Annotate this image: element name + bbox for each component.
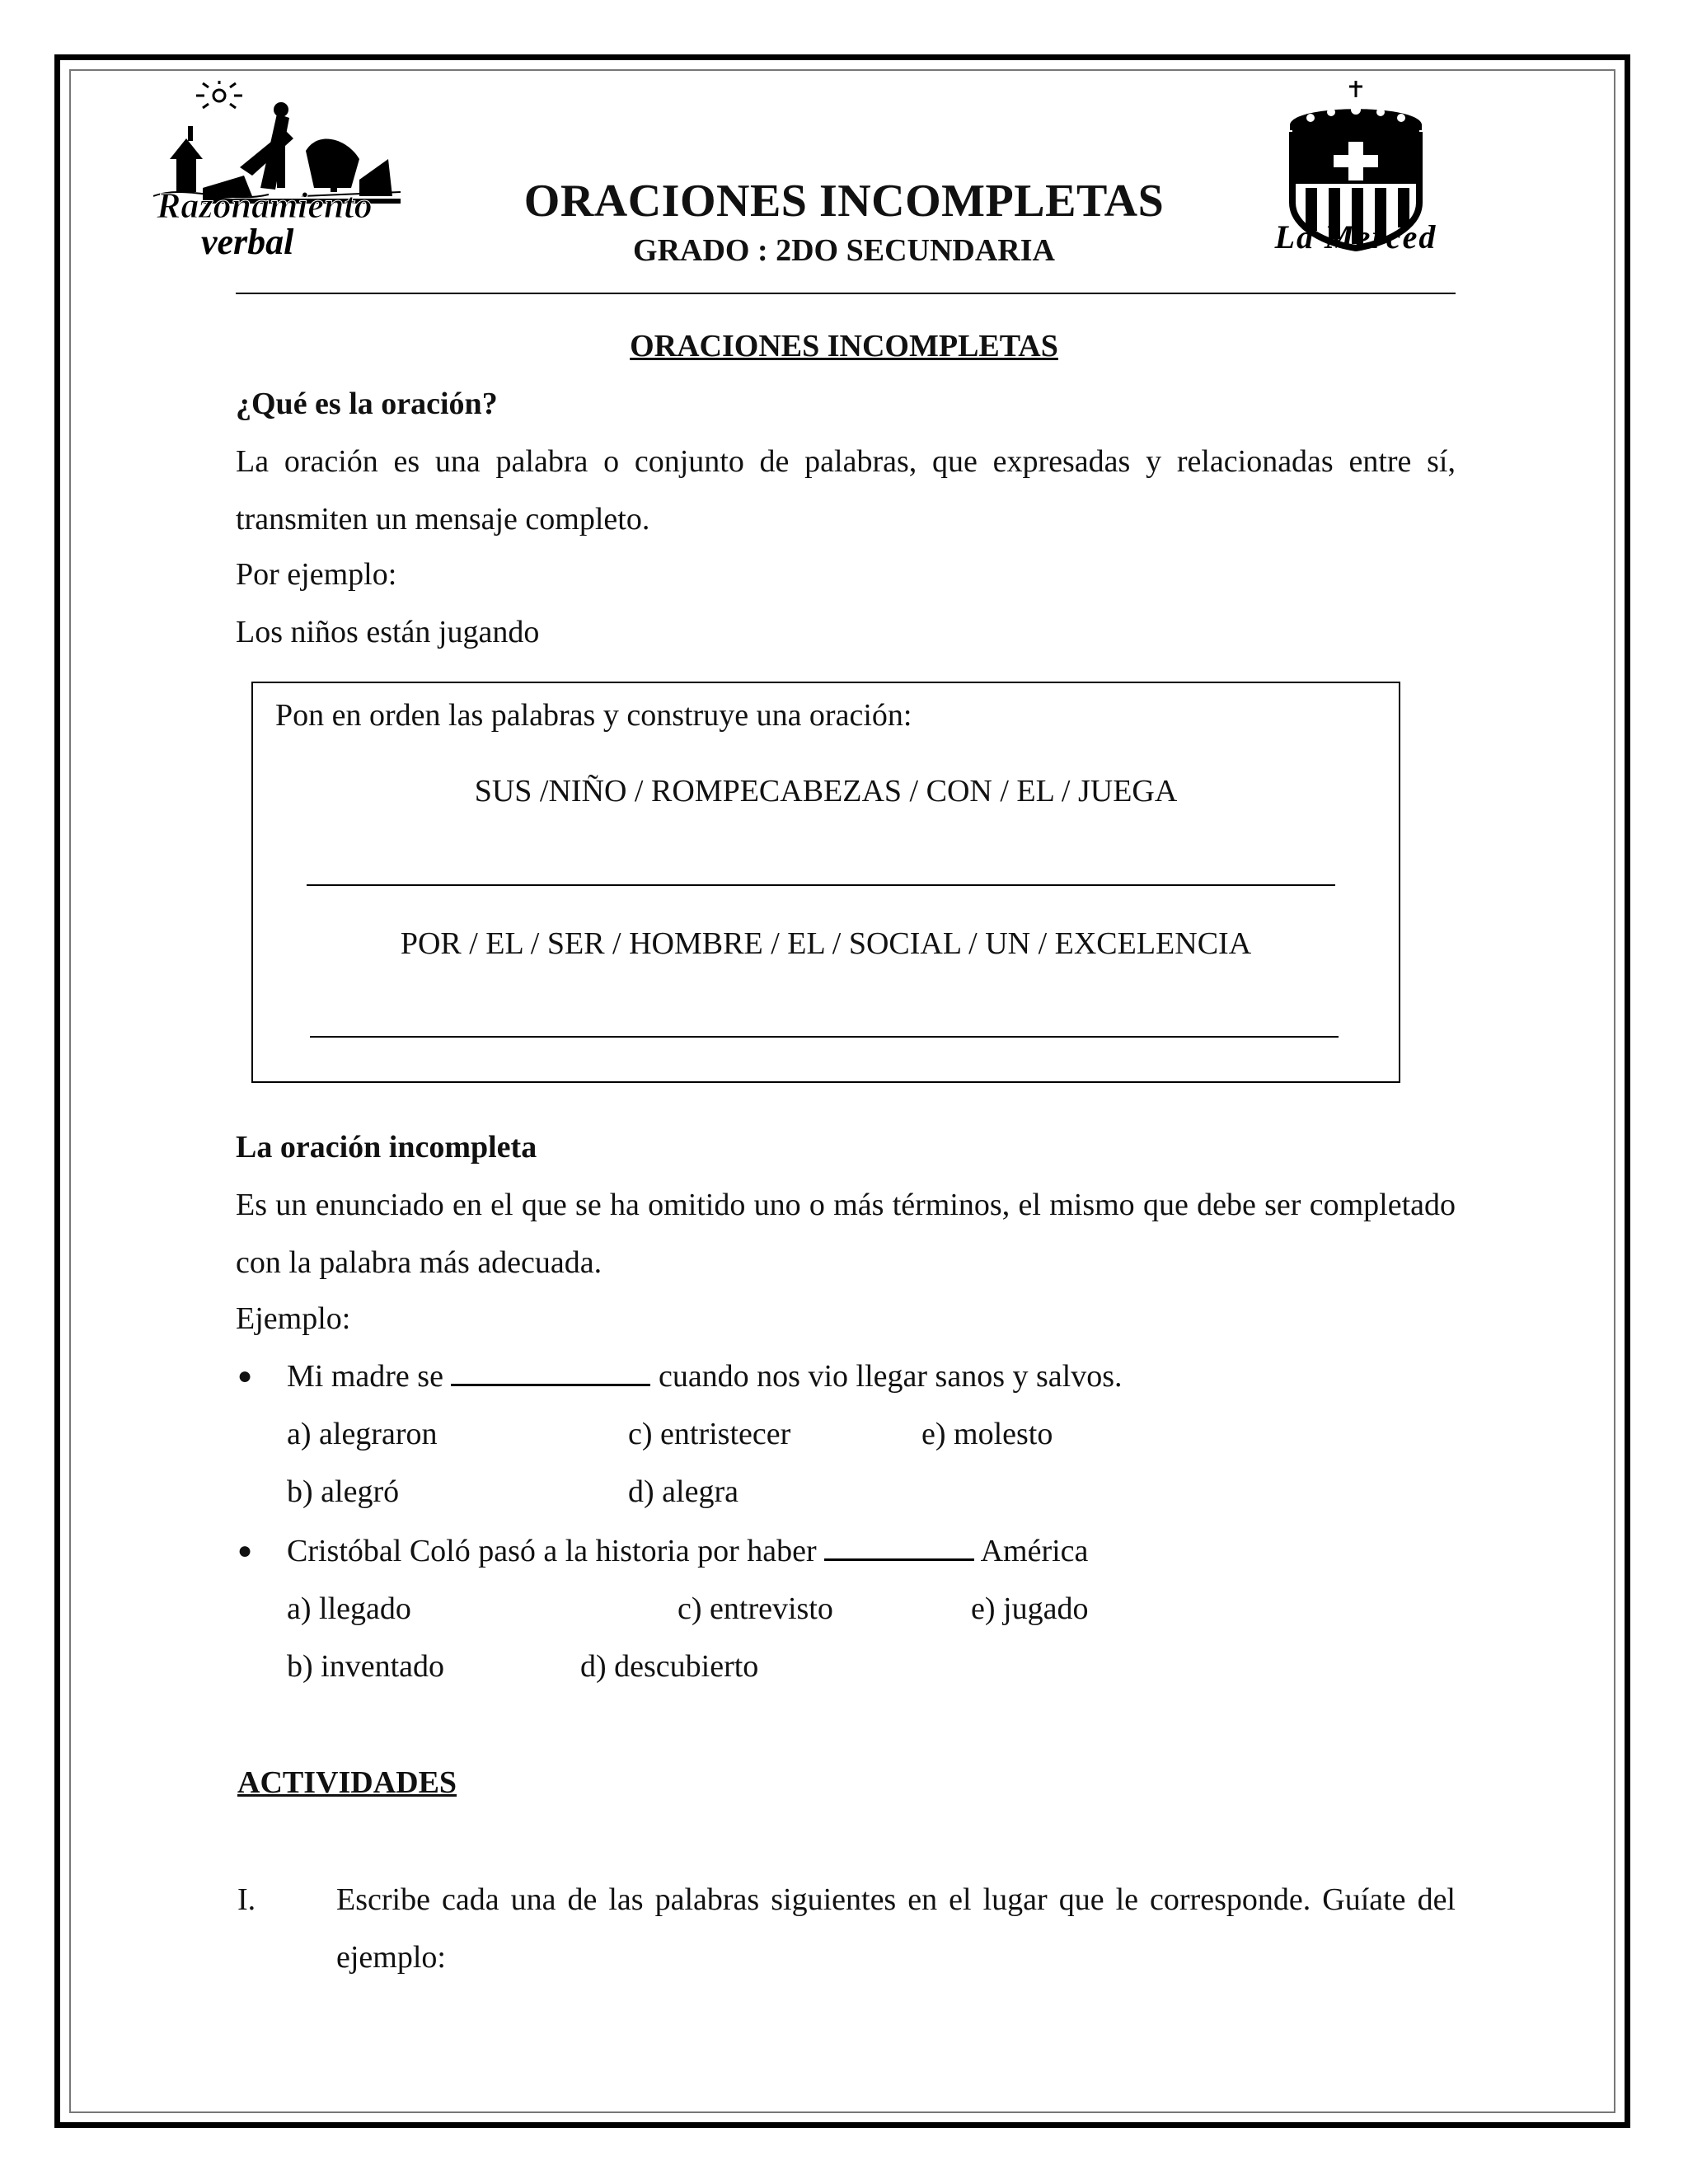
option-1e: e) molesto [921, 1417, 1053, 1451]
exercise-instruction: Pon en orden las palabras y construye una oración: [275, 698, 912, 733]
header-divider [236, 293, 1456, 294]
answer-line-2[interactable] [310, 1036, 1339, 1038]
activity-instruction: Escribe cada una de las palabras siguientes en el lugar que le corresponde. Guíate del ejemplo: [336, 1882, 1456, 1975]
option-1b: b) alegró [287, 1474, 400, 1509]
option-2a: a) llegado [287, 1591, 411, 1626]
option-1c: c) entristecer [628, 1417, 791, 1451]
section-title-text: ORACIONES INCOMPLETAS [630, 329, 1058, 363]
example-2-after: América [974, 1534, 1089, 1568]
incomplete-example-label: Ejemplo: [236, 1301, 351, 1336]
section-title [236, 317, 1452, 375]
example-1-blank[interactable] [451, 1356, 650, 1386]
activity-number: I. [237, 1882, 256, 1917]
activities-heading [237, 1754, 457, 1811]
option-2d: d) descubierto [580, 1649, 759, 1684]
answer-line-1[interactable] [307, 884, 1335, 886]
option-2b: b) inventado [287, 1649, 445, 1684]
definition-example-label: Por ejemplo: [236, 557, 397, 592]
option-1d: d) alegra [628, 1474, 738, 1509]
bullet-icon: ● [237, 1537, 253, 1564]
example-2-before: Cristóbal Coló pasó a la historia por haber [287, 1534, 825, 1568]
option-1a: a) alegraron [287, 1417, 438, 1451]
option-2c: c) entrevisto [678, 1591, 833, 1626]
grade-subtitle: GRADO : 2DO SECUNDARIA [633, 233, 1055, 268]
page-title: ORACIONES INCOMPLETAS [523, 176, 1165, 227]
example-sentence-2 [287, 1522, 1088, 1580]
exercise-item-1: SUS /NIÑO / ROMPECABEZAS / CON / EL / JUEGA [474, 774, 1178, 808]
bullet-icon: ● [237, 1362, 253, 1390]
example-1-before: Mi madre se [287, 1359, 452, 1394]
definition-example: Los niños están jugando [236, 615, 540, 649]
incomplete-heading: La oración incompleta [236, 1130, 537, 1165]
example-sentence-1 [287, 1347, 1122, 1405]
exercise-item-2: POR / EL / SER / HOMBRE / EL / SOCIAL / UN / EXCELENCIA [400, 926, 1252, 961]
definition-question: ¿Qué es la oración? [236, 387, 498, 421]
activities-heading-text: ACTIVIDADES [237, 1765, 457, 1800]
definition-text: La oración es una palabra o conjunto de palabras, que expresadas y relacionadas entre sí, transmiten un mensaje completo. [236, 444, 1456, 537]
option-2e: e) jugado [971, 1591, 1089, 1626]
example-2-blank[interactable] [824, 1530, 974, 1561]
logo-text-razonamiento: Razonamiento [157, 185, 373, 226]
logo-text-verbal: verbal [201, 222, 294, 262]
logo-text-la-merced: La Merced [1274, 218, 1437, 255]
incomplete-text: Es un enunciado en el que se ha omitido uno o más términos, el mismo que debe ser completado con la palabra más adecuada. [236, 1188, 1456, 1280]
example-1-after: cuando nos vio llegar sanos y salvos. [650, 1359, 1123, 1394]
